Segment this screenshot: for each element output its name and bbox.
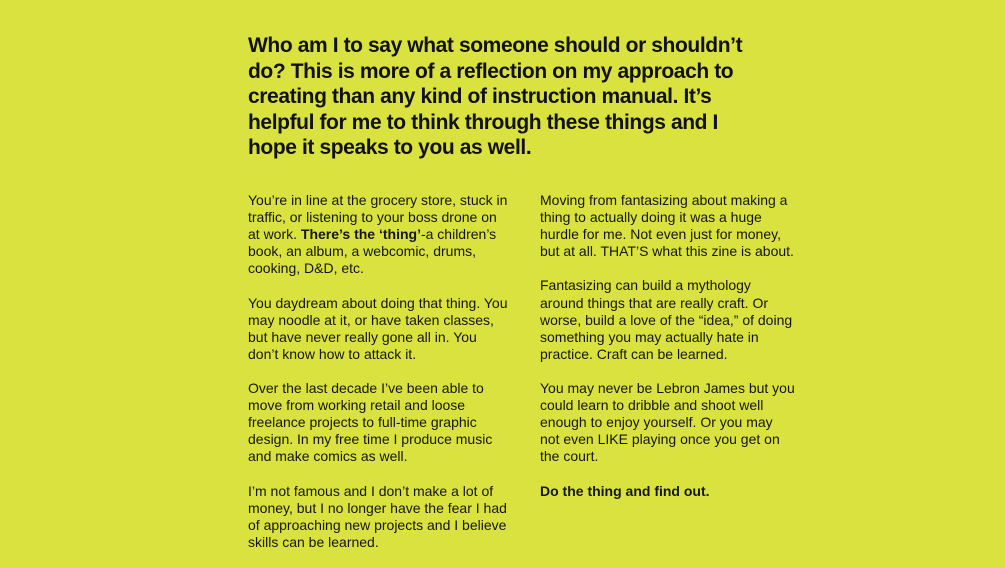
right-column [540,192,795,517]
paragraph: Fantasizing can build a mythology around things that are really craft. Or worse, build a love of the “idea,” of doing something you may actually hate in practice. Craft can be learned. [540,277,793,362]
paragraph-text: -a children’s book, an album, a webcomic, drums, cooking, D&D, etc. [248,226,497,277]
paragraph: I’m not famous and I don’t make a lot of money, but I no longer have the fear I had of approaching new projects and I believe skills can be learned. [248,482,507,550]
paragraph: You may never be Lebron James but you could learn to dribble and shoot well enough to enjoy yourself. Or you may not even LIKE playing once you get on the court. [540,380,795,465]
paragraph: Over the last decade I’ve been able to move from working retail and loose freelance projects to full-time graphic design. In my free time I produce music and make comics as well. [248,380,493,465]
paragraph: You daydream about doing that thing. You may noodle at it, or have taken classes, but have never really gone all in. You don’t know how to attack it. [248,294,508,362]
paragraph-text: You’re in line at the grocery store, stuck in traffic, or listening to your boss drone on at work. [248,192,508,243]
closing-line: Do the thing and find out. [540,482,710,499]
paragraph-bold-text: There’s the ‘thing’ [300,226,421,243]
paragraph [248,192,510,277]
paragraph: Moving from fantasizing about making a thing to actually doing it was a huge hurdle for me. Not even just for money, but at all. THAT’S what this zine is about. [540,192,794,260]
intro-heading: Who am I to say what someone should or shouldn’t do? This is more of a reflection on my approach to creating than any kind of instruction manual. It’s helpful for me to think through these things and I hope it speaks to you as well. [248,34,743,160]
left-column [248,192,510,568]
